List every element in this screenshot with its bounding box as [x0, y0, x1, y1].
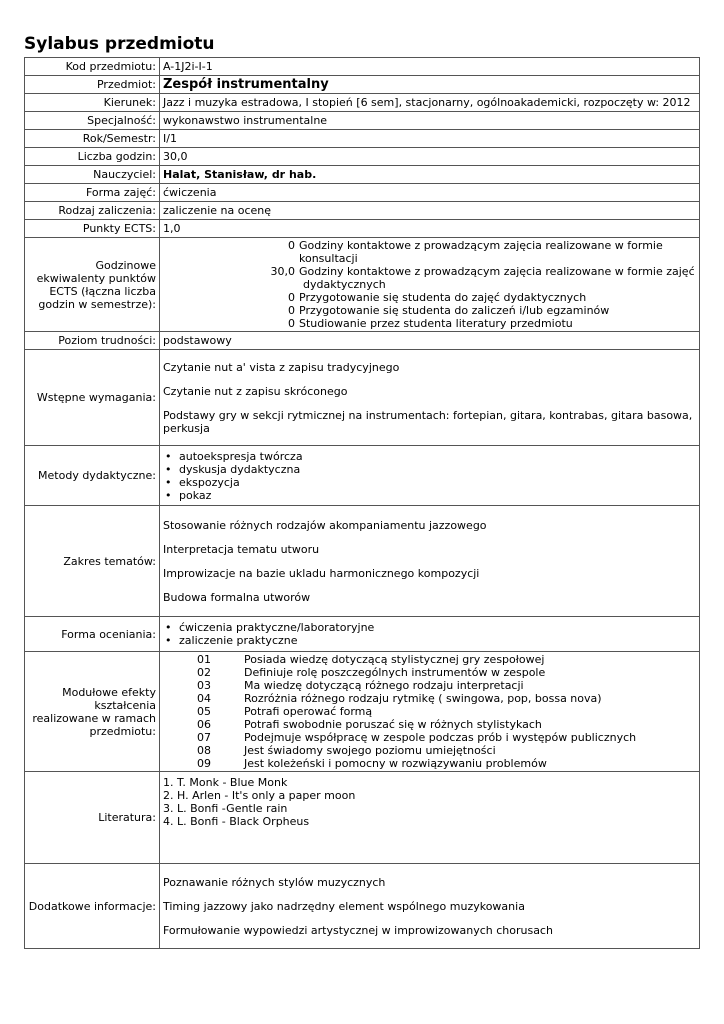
row-specjalnosc [25, 112, 700, 130]
efekt-number: 03 [197, 679, 211, 692]
ects-hours-value: 0 [288, 239, 295, 252]
value-rodzaj: zaliczenie na ocenę [160, 202, 700, 220]
list-item: • autoekspresja twórcza [163, 450, 696, 463]
temat-item: Improwizacje na bazie ukladu harmonicznego kompozycji [163, 566, 480, 580]
ects-hours-row [163, 239, 696, 265]
row-ects [25, 220, 700, 238]
row-literatura [25, 772, 700, 864]
oceniania-list [163, 621, 696, 647]
efekt-text: Podejmuje współpracę w zespole podczas prób i występów publicznych [244, 731, 637, 744]
list-item [163, 815, 696, 828]
list-item: • pokaz [163, 489, 696, 502]
label-literatura: Literatura: [25, 772, 160, 864]
value-przedmiot: Zespół instrumentalny [160, 76, 700, 94]
value-oceniania [160, 617, 700, 652]
ects-hours-row [163, 291, 696, 304]
ects-hours-value: 0 [288, 304, 295, 317]
syllabus-table [24, 57, 700, 949]
ects-hours-text: Godziny kontaktowe z prowadzącym zajęcia realizowane w formie konsultacji [299, 239, 663, 265]
literatura-text: L. Bonfi - Black Orpheus [177, 815, 310, 828]
temat-item: Budowa formalna utworów [163, 590, 311, 604]
label-metody: Metody dydaktyczne: [25, 446, 160, 506]
wymaganie-item: Czytanie nut z zapisu skróconego [163, 384, 348, 398]
literatura-number: 3. [163, 802, 174, 815]
label-wymagania: Wstępne wymagania: [25, 350, 160, 446]
wymaganie-item: Czytanie nut a' vista z zapisu tradycyjnego [163, 360, 400, 374]
value-poziom: podstawowy [160, 332, 700, 350]
list-item [163, 789, 696, 802]
row-rodzaj [25, 202, 700, 220]
literatura-list [163, 776, 696, 828]
ects-hours-row [163, 265, 696, 278]
list-item: • zaliczenie praktyczne [163, 634, 696, 647]
list-item [163, 802, 696, 815]
efekt-number: 08 [197, 744, 211, 757]
value-nauczyciel: Halat, Stanisław, dr hab. [160, 166, 700, 184]
row-przedmiot [25, 76, 700, 94]
list-item: • dyskusja dydaktyczna [163, 463, 696, 476]
list-item [163, 776, 696, 789]
efekt-text: Potrafi swobodnie poruszać się w różnych stylistykach [244, 718, 542, 731]
row-forma [25, 184, 700, 202]
ects-hours-text-continued: dydaktycznych [303, 278, 386, 291]
efekt-row [163, 692, 696, 705]
label-zakres: Zakres tematów: [25, 506, 160, 617]
label-rodzaj: Rodzaj zaliczenia: [25, 202, 160, 220]
efekt-number: 05 [197, 705, 211, 718]
ects-hours-row [163, 304, 696, 317]
efekt-row [163, 744, 696, 757]
row-metody [25, 446, 700, 506]
efekt-number: 07 [197, 731, 211, 744]
efekt-row [163, 653, 696, 666]
label-efekty: Modułowe efekty kształcenia realizowane w ramach przedmiotu: [25, 652, 160, 772]
page-title: Sylabus przedmiotu [24, 34, 215, 54]
efekt-text: Ma wiedzę dotyczącą różnego rodzaju interpretacji [244, 679, 524, 692]
value-specjalnosc: wykonawstwo instrumentalne [160, 112, 700, 130]
value-efekty [160, 652, 700, 772]
ects-hours-row [163, 317, 696, 330]
label-dodatkowe: Dodatkowe informacje: [25, 864, 160, 949]
literatura-text: H. Arlen - It's only a paper moon [177, 789, 356, 802]
label-ects: Punkty ECTS: [25, 220, 160, 238]
temat-item: Interpretacja tematu utworu [163, 542, 320, 556]
row-oceniania [25, 617, 700, 652]
row-zakres [25, 506, 700, 617]
value-metody [160, 446, 700, 506]
dodatkowe-item: Formułowanie wypowiedzi artystycznej w improwizowanych chorusach [163, 923, 553, 937]
row-godziny [25, 148, 700, 166]
ects-hours-value: 30,0 [270, 265, 295, 278]
efekt-text: Jest koleżeński i pomocny w rozwiązywaniu problemów [244, 757, 547, 770]
temat-item: Stosowanie różnych rodzajów akompaniamentu jazzowego [163, 518, 487, 532]
efekt-text: Definiuje rolę poszczególnych instrumentów w zespole [244, 666, 546, 679]
value-wymagania [160, 350, 700, 446]
row-kierunek [25, 94, 700, 112]
efekt-text: Jest świadomy swojego poziomu umiejętności [244, 744, 496, 757]
wymaganie-item: Podstawy gry w sekcji rytmicznej na instrumentach: fortepian, gitara, kontrabas, gitara basowa, perkusja [163, 408, 693, 435]
value-zakres [160, 506, 700, 617]
efekt-row [163, 705, 696, 718]
literatura-number: 2. [163, 789, 174, 802]
ects-hours-value: 0 [288, 317, 295, 330]
ects-hours-value: 0 [288, 291, 295, 304]
label-ekwiwalenty: Godzinowe ekwiwalenty punktów ECTS (łączna liczba godzin w semestrze): [25, 238, 160, 332]
literatura-text: T. Monk - Blue Monk [177, 776, 288, 789]
efekt-number: 06 [197, 718, 211, 731]
value-kierunek: Jazz i muzyka estradowa, I stopień [6 sem], stacjonarny, ogólnoakademicki, rozpoczęty w: 2012 [160, 94, 700, 112]
value-forma: ćwiczenia [160, 184, 700, 202]
value-godziny: 30,0 [160, 148, 700, 166]
row-wymagania [25, 350, 700, 446]
value-ekwiwalenty [160, 238, 700, 332]
ects-hours-text: Przygotowanie się studenta do zajęć dydaktycznych [299, 291, 587, 304]
value-rok: I/1 [160, 130, 700, 148]
literatura-number: 4. [163, 815, 174, 828]
row-ekwiwalenty [25, 238, 700, 332]
ects-hours-text: Przygotowanie się studenta do zaliczeń i/lub egzaminów [299, 304, 610, 317]
metody-list [163, 450, 696, 502]
value-ects: 1,0 [160, 220, 700, 238]
row-poziom [25, 332, 700, 350]
literatura-text: L. Bonfi -Gentle rain [177, 802, 288, 815]
label-przedmiot: Przedmiot: [25, 76, 160, 94]
efekt-row [163, 731, 696, 744]
list-item: • ekspozycja [163, 476, 696, 489]
efekt-number: 04 [197, 692, 211, 705]
value-literatura [160, 772, 700, 864]
row-rok [25, 130, 700, 148]
row-dodatkowe [25, 864, 700, 949]
efekt-text: Potrafi operować formą [244, 705, 373, 718]
label-specjalnosc: Specjalność: [25, 112, 160, 130]
efekt-number: 02 [197, 666, 211, 679]
efekt-row [163, 718, 696, 731]
label-nauczyciel: Nauczyciel: [25, 166, 160, 184]
ects-hours-text: Studiowanie przez studenta literatury przedmiotu [299, 317, 573, 330]
list-item: • ćwiczenia praktyczne/laboratoryjne [163, 621, 696, 634]
efekt-text: Posiada wiedzę dotyczącą stylistycznej gry zespołowej [244, 653, 545, 666]
dodatkowe-item: Poznawanie różnych stylów muzycznych [163, 875, 386, 889]
efekt-text: Rozróżnia różnego rodzaju rytmikę ( swingowa, pop, bossa nova) [244, 692, 602, 705]
efekt-row [163, 757, 696, 770]
literatura-number: 1. [163, 776, 174, 789]
label-forma: Forma zajęć: [25, 184, 160, 202]
label-kod: Kod przedmiotu: [25, 58, 160, 76]
efekt-row [163, 666, 696, 679]
value-dodatkowe [160, 864, 700, 949]
efekt-number: 01 [197, 653, 211, 666]
label-godziny: Liczba godzin: [25, 148, 160, 166]
label-poziom: Poziom trudności: [25, 332, 160, 350]
ects-hours-text: Godziny kontaktowe z prowadzącym zajęcia realizowane w formie zajęć [299, 265, 695, 278]
efekt-row [163, 679, 696, 692]
row-efekty [25, 652, 700, 772]
value-kod: A-1J2i-I-1 [160, 58, 700, 76]
row-kod [25, 58, 700, 76]
label-oceniania: Forma oceniania: [25, 617, 160, 652]
efekt-number: 09 [197, 757, 211, 770]
row-nauczyciel [25, 166, 700, 184]
label-rok: Rok/Semestr: [25, 130, 160, 148]
dodatkowe-item: Timing jazzowy jako nadrzędny element wspólnego muzykowania [163, 899, 525, 913]
label-kierunek: Kierunek: [25, 94, 160, 112]
